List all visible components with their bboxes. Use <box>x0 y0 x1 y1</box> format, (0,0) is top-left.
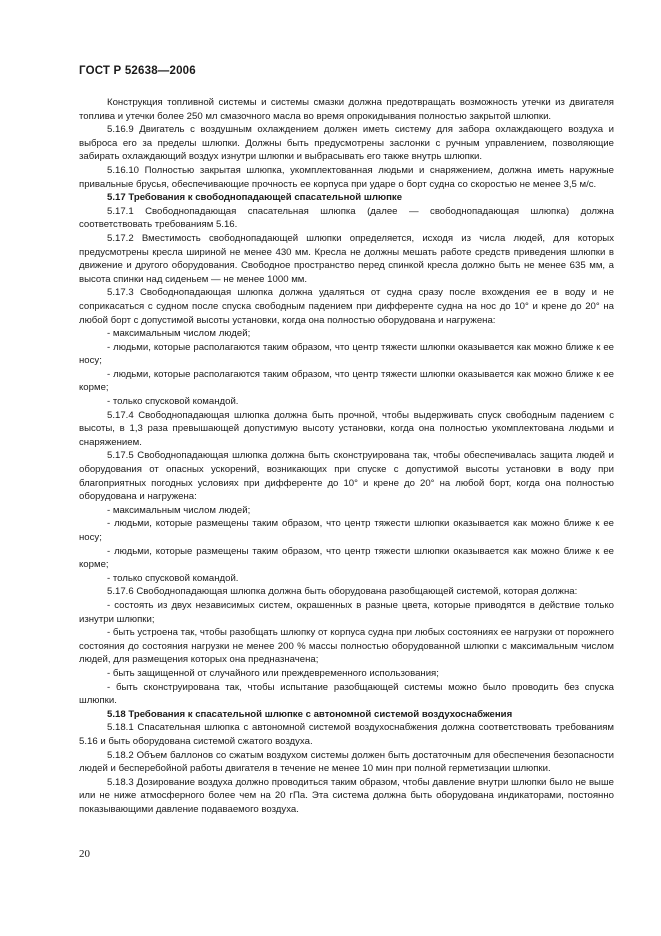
paragraph: 5.16.9 Двигатель с воздушным охлаждением должен иметь систему для забора охлаждающего воздуха и выброса его за пределы шлюпки. Должны быть предусмотрены заслонки с ручным управлением, позволяющие забирать охлаждающий воздух изнутри шлюпки и выбрасывать его также внутрь шлюпки. <box>79 124 614 163</box>
paragraph: 5.17.5 Свободнопадающая шлюпка должна быть сконструирована так, чтобы обеспечивалась защита людей и оборудования от опасных ускорений, возникающих при спуске с допустимой высоты установки в воду при благоприятных погодных условиях при дифференте до 10° и крене до 20° на любой борт, когда она полностью оборудована и нагружена: <box>79 450 614 503</box>
paragraph: Конструкция топливной системы и системы смазки должна предотвращать возможность утечки из двигателя топлива и утечки более 250 мл смазочного масла во время опрокидывания полностью закрытой шлюпки. <box>79 97 614 122</box>
list-item: - людьми, которые размещены таким образом, что центр тяжести шлюпки оказывается как можно ближе к ее носу; <box>79 518 614 543</box>
list-item: - состоять из двух независимых систем, окрашенных в разные цвета, которые приводятся в действие только изнутри шлюпки; <box>79 599 614 625</box>
list-item: - максимальным числом людей; <box>107 504 251 516</box>
paragraph: 5.18.3 Дозирование воздуха должно проводиться таким образом, чтобы давление внутри шлюпки было не выше или не ниже атмосферного более чем на 20 гПа. Эта система должна быть оборудована индикаторами, постоянно показывающими давление подаваемого воздуха. <box>79 776 614 815</box>
list-item: - людьми, которые располагаются таким образом, что центр тяжести шлюпки оказывается как можно ближе к ее носу; <box>79 341 614 367</box>
list-item: - только спусковой командой. <box>107 572 239 584</box>
paragraph: 5.17.2 Вместимость свободнопадающей шлюпки определяется, исходя из числа людей, для которых предусмотрены кресла шириной не менее 430 мм. Кресла не должны мешать работе средств приведения шлюпки в движение и другого оборудования. Свободное пространство перед спинкой кресла должно быть не менее 635 мм, а высота спинки над сиденьем — не менее 1000 мм. <box>79 232 614 285</box>
list-item: - людьми, которые располагаются таким образом, что центр тяжести шлюпки оказывается как можно ближе к ее корме; <box>79 368 614 394</box>
section-heading: 5.18 Требования к спасательной шлюпке с автономной системой воздухоснабжения <box>107 708 513 720</box>
list-item: - максимальным числом людей; <box>107 328 251 340</box>
section-heading: 5.17 Требования к свободнопадающей спасательной шлюпке <box>107 192 403 204</box>
document-body <box>79 96 614 816</box>
list-item: - только спусковой командой. <box>107 396 239 408</box>
list-item: - быть устроена так, чтобы разобщать шлюпку от корпуса судна при любых состояниях ее нагрузки от порожнего состояния до состояния нагрузки не менее 200 % массы полностью оборудованной шлюпки с максимальным числом людей, для размещения которых она предназначена; <box>79 627 614 666</box>
document-header: ГОСТ Р 52638—2006 <box>79 65 196 77</box>
paragraph: 5.17.1 Свободнопадающая спасательная шлюпка (далее — свободнопадающая шлюпка) должна соответствовать требованиям 5.16. <box>79 205 614 231</box>
list-item: - быть сконструирована так, чтобы испытание разобщающей системы можно было проводить без спуска шлюпки. <box>79 681 614 707</box>
paragraph: 5.18.2 Объем баллонов со сжатым воздухом системы должен быть достаточным для обеспечения безопасности людей и бесперебойной работы двигателя в течение не менее 10 мин при полной герметизации шлюпки. <box>79 749 614 775</box>
page-number: 20 <box>79 848 90 860</box>
list-item: - людьми, которые размещены таким образом, что центр тяжести шлюпки оказывается как можно ближе к ее корме; <box>79 545 614 571</box>
paragraph: 5.17.4 Свободнопадающая шлюпка должна быть прочной, чтобы выдерживать спуск свободным падением с высоты, в 1,3 раза превышающей допустимую высоту установки, когда она полностью укомплектована людьми и снаряжением. <box>79 409 614 448</box>
paragraph: 5.16.10 Полностью закрытая шлюпка, укомплектованная людьми и снаряжением, должна иметь наружные привальные брусья, обеспечивающие прочность ее корпуса при ударе о борт судна со скоростью не менее 3,5 м/с. <box>79 164 614 190</box>
paragraph: 5.18.1 Спасательная шлюпка с автономной системой воздухоснабжения должна соответствовать требованиям 5.16 и быть оборудована системой сжатого воздуха. <box>79 722 614 747</box>
paragraph: 5.17.6 Свободнопадающая шлюпка должна быть оборудована разобщающей системой, которая должна: <box>107 586 578 598</box>
list-item: - быть защищенной от случайного или преждевременного использования; <box>107 667 439 679</box>
paragraph: 5.17.3 Свободнопадающая шлюпка должна удаляться от судна сразу после вхождения ее в воду и не соприкасаться с судном после спуска свободным падением при дифференте судна на нос до 10° и крене до 20° на любой борт с допустимой высоты установки, когда она полностью оборудована и нагружена: <box>79 287 614 326</box>
